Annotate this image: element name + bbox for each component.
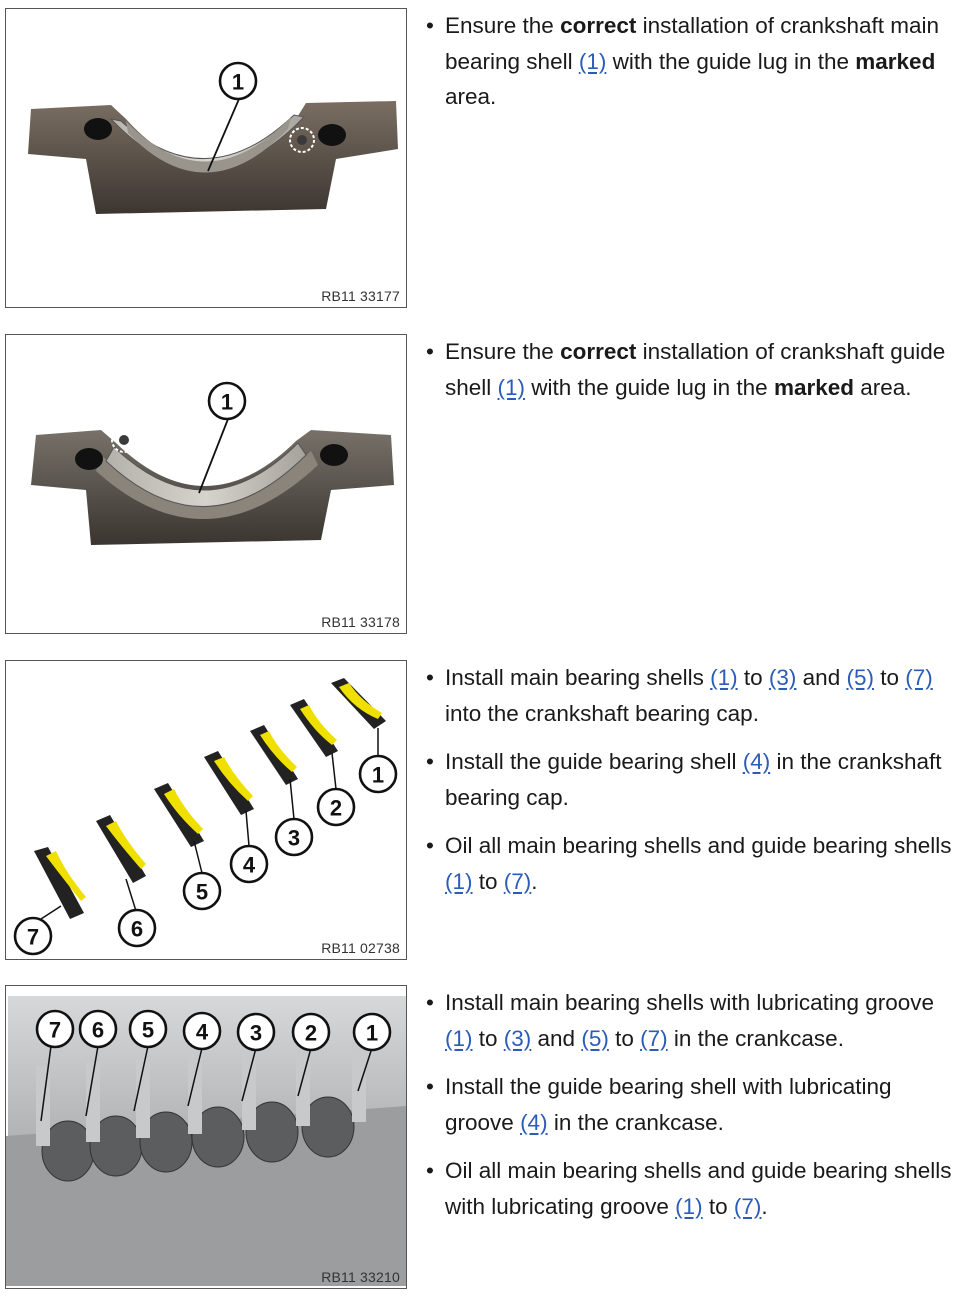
svg-text:1: 1 — [371, 762, 385, 788]
instruction-text: and — [796, 665, 847, 690]
callout-2 — [318, 789, 354, 825]
svg-text:4: 4 — [195, 1019, 209, 1045]
instruction-item — [424, 828, 960, 899]
shell-6 — [96, 815, 146, 883]
figure-id: RB11 33178 — [321, 614, 400, 630]
instruction-item — [424, 660, 960, 731]
callout-3 — [276, 819, 312, 855]
instruction-text: into the crankshaft bearing cap. — [445, 700, 759, 726]
instruction-text: in the crankshaft bearing cap. — [445, 749, 942, 810]
svg-text:2: 2 — [304, 1020, 318, 1046]
callout-2 — [293, 1014, 329, 1050]
instruction-text: to — [472, 868, 504, 894]
instruction-text: in the crankcase. — [547, 1109, 724, 1135]
instruction-text: to — [702, 1193, 734, 1219]
figure-id: RB11 33210 — [321, 1269, 400, 1285]
component-ref-link[interactable]: (7) — [640, 1025, 668, 1051]
bearing-shells-set-figure — [5, 660, 407, 960]
bearing-cap-guide-shell-figure — [5, 334, 407, 634]
component-ref-link[interactable]: (1) — [578, 48, 607, 74]
component-ref-link[interactable]: (1) — [710, 665, 738, 690]
bearing-shells-illustration — [6, 661, 407, 960]
svg-text:4: 4 — [242, 852, 256, 878]
svg-text:1: 1 — [231, 69, 245, 95]
svg-text:1: 1 — [220, 389, 234, 415]
guide-shell-illustration — [6, 335, 407, 634]
instruction-text: Install the guide bearing shell — [445, 749, 743, 774]
svg-text:5: 5 — [195, 879, 209, 905]
shell-3 — [250, 725, 298, 785]
instruction-text: with the guide lug in the — [606, 48, 856, 74]
crankcase-figure — [5, 985, 407, 1289]
svg-text:2: 2 — [329, 795, 343, 821]
instruction-text: to — [737, 665, 769, 690]
callout-4 — [184, 1013, 220, 1049]
instruction-text: Install the guide bearing shell with lubricating groove — [445, 1074, 892, 1135]
shell-7 — [34, 847, 86, 919]
component-ref-link[interactable]: (7) — [503, 868, 532, 894]
callout-1 — [354, 1014, 390, 1050]
svg-text:6: 6 — [91, 1017, 105, 1043]
svg-text:1: 1 — [365, 1020, 379, 1046]
callout-4 — [231, 846, 267, 882]
callout-5 — [130, 1011, 166, 1047]
bullet-list — [424, 334, 960, 405]
instructions-2 — [424, 334, 960, 418]
callout-7 — [37, 1011, 73, 1047]
instruction-item — [424, 334, 960, 405]
callout-7 — [15, 918, 51, 954]
instruction-item — [424, 1153, 960, 1224]
instruction-text: Ensure the — [445, 339, 561, 364]
instruction-text: Install main bearing shells — [445, 665, 711, 690]
shell-4 — [204, 751, 254, 815]
callout-6 — [80, 1011, 116, 1047]
bullet-list — [424, 985, 960, 1224]
svg-text:7: 7 — [48, 1017, 62, 1043]
component-ref-link[interactable]: (5) — [846, 665, 874, 690]
component-ref-link[interactable]: (7) — [905, 665, 933, 690]
emphasis-text: marked — [855, 48, 936, 74]
instruction-text: in the crankcase. — [667, 1025, 844, 1051]
instruction-text: Install main bearing shells with lubricating groove — [445, 990, 935, 1015]
callout-6 — [119, 910, 155, 946]
emphasis-text: correct — [560, 13, 637, 38]
component-ref-link[interactable]: (5) — [581, 1025, 609, 1051]
callout-1 — [220, 63, 256, 99]
instructions-3 — [424, 660, 960, 912]
instructions-4 — [424, 985, 960, 1237]
instruction-text: . — [761, 1193, 768, 1219]
instruction-text: Oil all main bearing shells and guide bearing shells with lubricating groove — [445, 1158, 952, 1219]
instruction-text: Oil all main bearing shells and guide bearing shells — [445, 833, 952, 858]
callout-1 — [360, 756, 396, 792]
figure-id: RB11 02738 — [321, 940, 400, 956]
svg-text:7: 7 — [26, 924, 40, 950]
instruction-text: installation of crankshaft main bearing shell — [445, 13, 940, 74]
svg-text:6: 6 — [130, 916, 144, 942]
instruction-text: installation of crankshaft guide shell — [445, 339, 946, 400]
component-ref-link[interactable]: (4) — [520, 1109, 548, 1135]
component-ref-link[interactable]: (4) — [742, 749, 771, 774]
emphasis-text: correct — [560, 339, 637, 364]
instruction-item — [424, 8, 960, 115]
callout-3 — [238, 1014, 274, 1050]
instruction-item — [424, 1069, 960, 1140]
component-ref-link[interactable]: (7) — [733, 1193, 762, 1219]
bullet-list — [424, 660, 960, 899]
shell-2 — [290, 699, 338, 757]
emphasis-text: marked — [773, 374, 854, 400]
svg-text:5: 5 — [141, 1017, 155, 1043]
instruction-text: Ensure the — [445, 13, 561, 38]
crankcase-illustration — [6, 986, 407, 1289]
bearing-cap-illustration — [6, 9, 407, 308]
component-ref-link[interactable]: (1) — [497, 374, 526, 400]
instruction-text: to — [472, 1025, 504, 1051]
instruction-item — [424, 744, 960, 815]
component-ref-link[interactable]: (3) — [503, 1025, 532, 1051]
instruction-text: to — [608, 1025, 641, 1051]
instruction-text: and — [531, 1025, 582, 1051]
instruction-text: area. — [445, 84, 497, 109]
instruction-text: . — [531, 868, 538, 894]
instruction-item — [424, 985, 960, 1056]
svg-text:3: 3 — [249, 1020, 263, 1046]
instruction-text: to — [873, 665, 906, 690]
svg-text:3: 3 — [287, 825, 301, 851]
component-ref-link[interactable]: (1) — [445, 868, 473, 894]
figure-id: RB11 33177 — [321, 288, 400, 304]
instructions-1 — [424, 8, 960, 128]
callout-1 — [209, 383, 245, 419]
component-ref-link[interactable]: (1) — [675, 1193, 703, 1219]
component-ref-link[interactable]: (1) — [445, 1025, 473, 1051]
bullet-list — [424, 8, 960, 115]
instruction-text: area. — [854, 374, 912, 400]
shell-5 — [154, 783, 204, 847]
bearing-cap-main-shell-figure — [5, 8, 407, 308]
shell-1 — [331, 678, 386, 729]
component-ref-link[interactable]: (3) — [768, 665, 797, 690]
instruction-text: with the guide lug in the — [525, 374, 774, 400]
callout-5 — [184, 873, 220, 909]
